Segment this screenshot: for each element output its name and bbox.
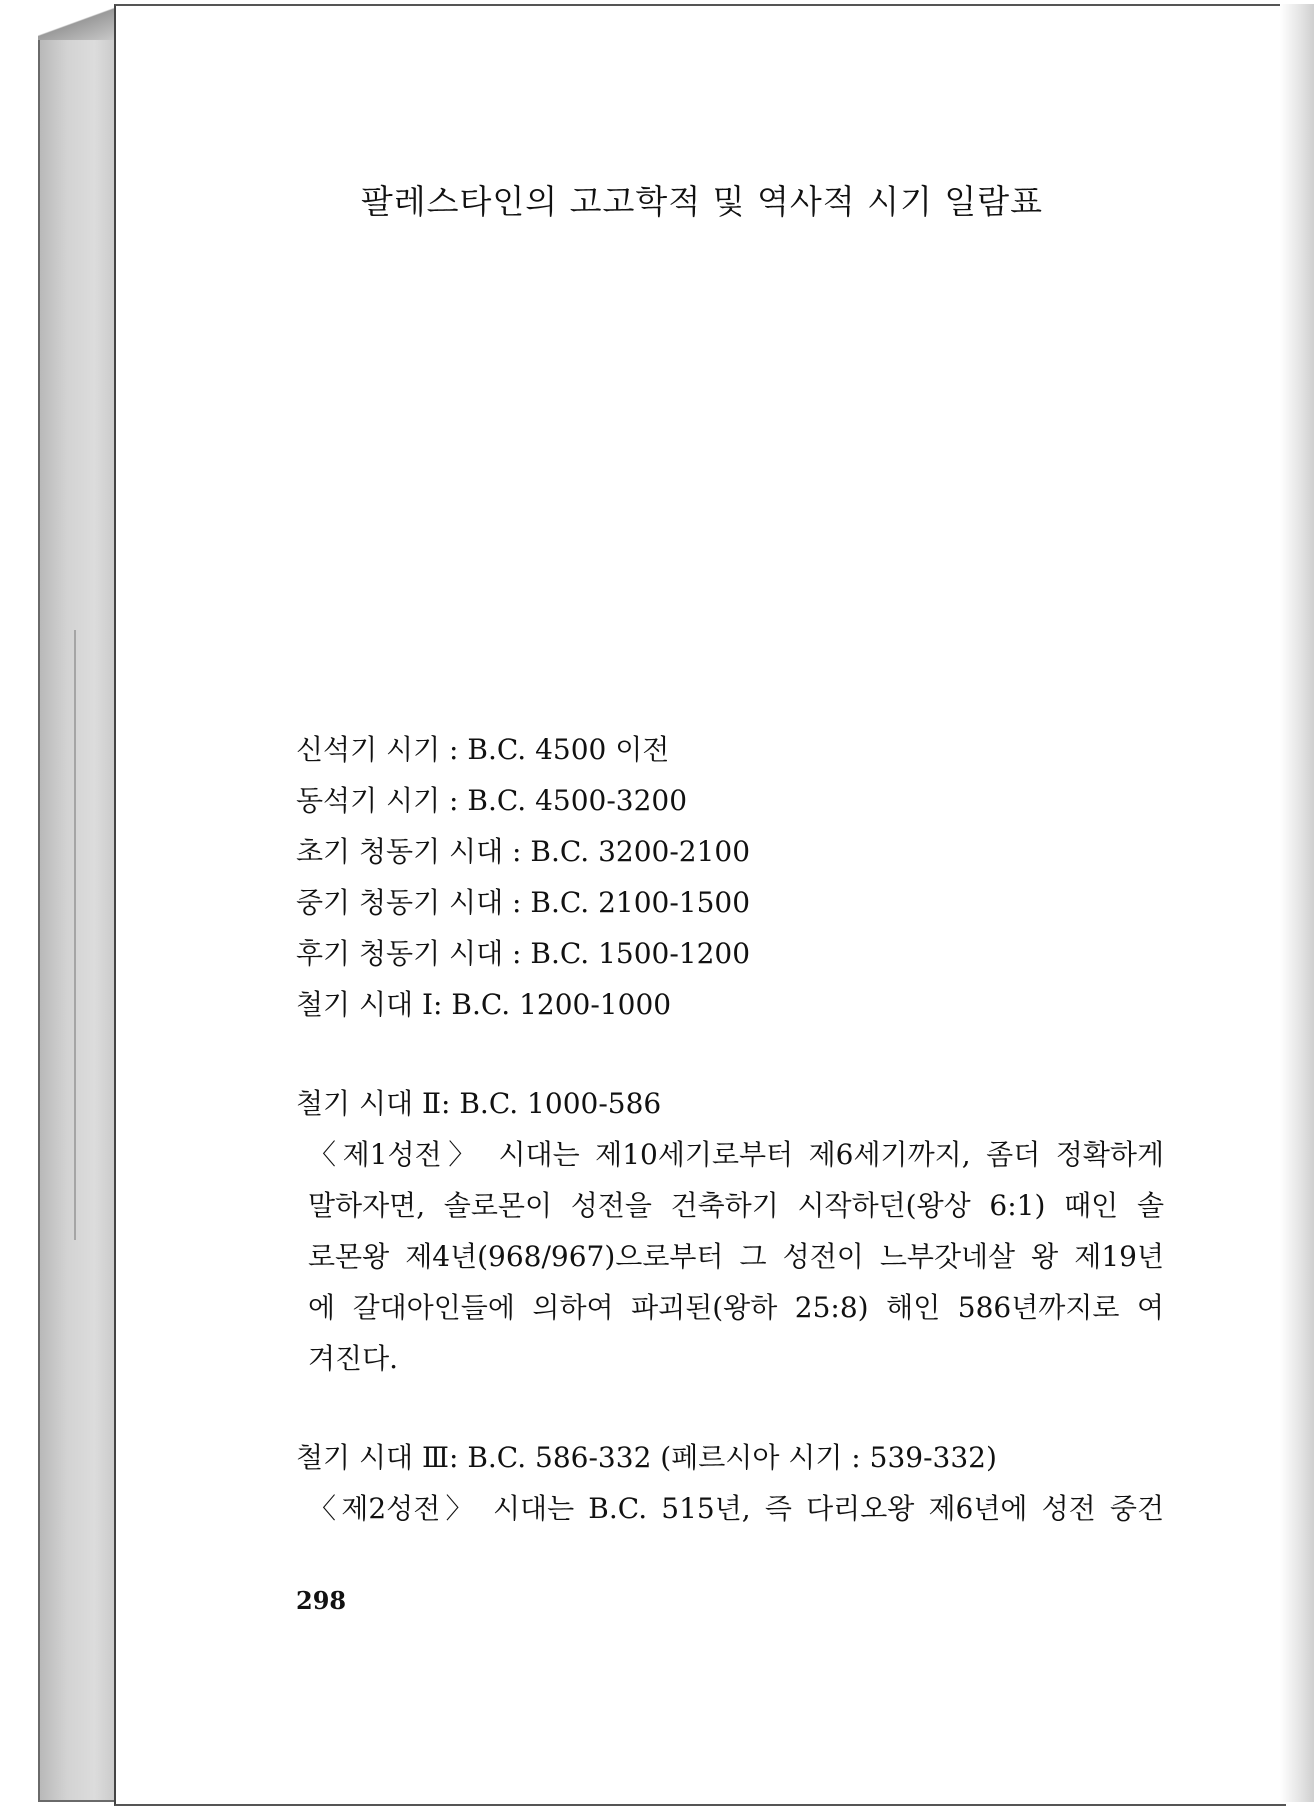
period-middle-bronze: 중기 청동기 시대 : B.C. 2100-1500	[296, 886, 751, 919]
page-edge-shadow	[1280, 4, 1314, 1802]
period-chalcolithic: 동석기 시기 : B.C. 4500-3200	[296, 784, 688, 817]
iron-2-text-line: 겨진다.	[308, 1342, 399, 1375]
page-number: 298	[296, 1586, 347, 1615]
iron-2-text-line: 로몬왕 제4년(968/967)으로부터 그 성전이 느부갓네살 왕 제19년	[308, 1240, 1164, 1273]
section-gap	[296, 1030, 1156, 1078]
period-neolithic: 신석기 시기 : B.C. 4500 이전	[296, 733, 670, 766]
page-content	[296, 724, 1164, 1534]
period-iron-2-heading: 철기 시대 Ⅱ: B.C. 1000-586	[296, 1087, 662, 1120]
period-iron-1: 철기 시대 Ⅰ: B.C. 1200-1000	[296, 988, 672, 1021]
book-spine-top	[38, 0, 118, 44]
spine-crease	[74, 630, 76, 1240]
page-title: 팔레스타인의 고고학적 및 역사적 시기 일람표	[360, 182, 1044, 221]
book-spine	[38, 40, 118, 1802]
iron-3-text-line: 〈제2성전〉 시대는 B.C. 515년, 즉 다리오왕 제6년에 성전 중건	[308, 1492, 1164, 1525]
period-iron-3-heading: 철기 시대 Ⅲ: B.C. 586-332 (페르시아 시기 : 539-332)	[296, 1441, 997, 1474]
period-early-bronze: 초기 청동기 시대 : B.C. 3200-2100	[296, 835, 751, 868]
iron-2-text-line: 말하자면, 솔로몬이 성전을 건축하기 시작하던(왕상 6:1) 때인 솔	[308, 1189, 1164, 1222]
iron-2-text-line: 에 갈대아인들에 의하여 파괴된(왕하 25:8) 해인 586년까지로 여	[308, 1291, 1164, 1324]
section-gap	[296, 1384, 1156, 1432]
iron-2-text-line: 〈제1성전〉 시대는 제10세기로부터 제6세기까지, 좀더 정확하게	[308, 1138, 1164, 1171]
period-late-bronze: 후기 청동기 시대 : B.C. 1500-1200	[296, 937, 751, 970]
